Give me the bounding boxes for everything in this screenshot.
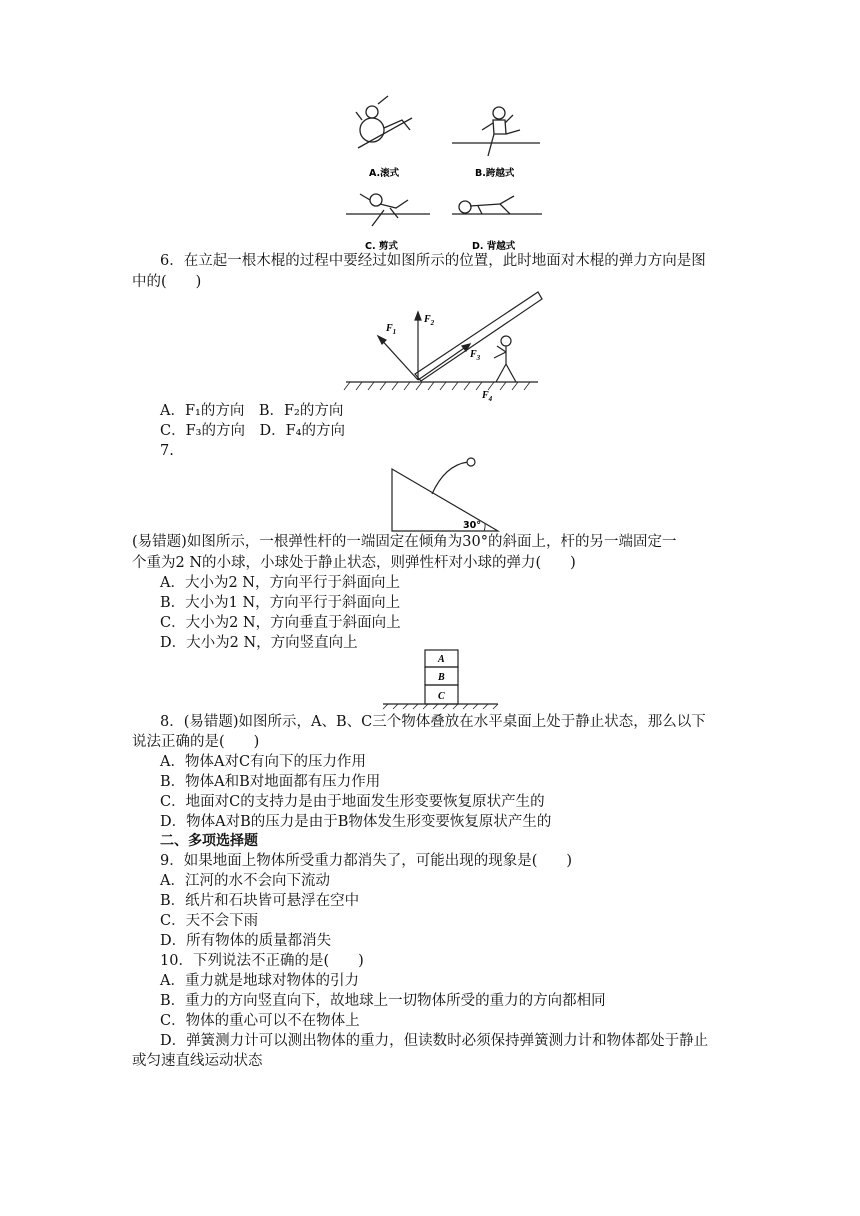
high-jump-label-d: D. 背越式: [472, 241, 516, 252]
q10-option-d-cont: 或匀速直线运动状态: [132, 1053, 263, 1069]
q7-option-d: D．大小为2 N，方向竖直向上: [160, 635, 358, 651]
q8-option-c: C．地面对C的支持力是由于地面发生形变要恢复原状产生的: [160, 794, 545, 810]
q9-option-a: A．江河的水不会向下流动: [160, 873, 330, 889]
q7-option-a: A．大小为2 N，方向平行于斜面向上: [160, 575, 400, 591]
high-jump-label-c: C. 剪式: [365, 241, 398, 252]
q10-stem: 10．下列说法不正确的是( ): [160, 953, 364, 969]
q6-stem-line1: 6．在立起一根木棍的过程中要经过如图所示的位置，此时地面对木棍的弹力方向是图: [160, 253, 706, 269]
q8-stem-line2: 说法正确的是( ): [132, 734, 260, 750]
q10-option-a: A．重力就是地球对物体的引力: [160, 973, 359, 989]
q8-option-d: D．物体A对B的压力是由于B物体发生形变要恢复原状产生的: [160, 814, 552, 830]
label-f3: $F_3$: [470, 349, 481, 362]
q9-option-c: C．天不会下雨: [160, 913, 259, 929]
q7-stem-line2: 个重为2 N的小球，小球处于静止状态，则弹性杆对小球的弹力( ): [132, 555, 576, 571]
block-c-label: C: [438, 691, 445, 702]
high-jump-label-b: B.跨越式: [475, 168, 515, 179]
q7-stem-line1: (易错题)如图所示，一根弹性杆的一端固定在倾角为30°的斜面上，杆的另一端固定一: [132, 534, 677, 550]
q10-option-d: D．弹簧测力计可以测出物体的重力，但读数时必须保持弹簧测力计和物体都处于静止: [160, 1033, 709, 1049]
angle-label: 30°: [463, 520, 481, 531]
label-f2: $F_2$: [424, 314, 435, 327]
q10-option-b: B．重力的方向竖直向下，故地球上一切物体所受的重力的方向都相同: [160, 993, 606, 1009]
block-b-label: B: [438, 672, 445, 683]
q6-option-ab: A．F₁的方向 B．F₂的方向: [160, 403, 344, 419]
high-jump-label-a: A.滚式: [369, 168, 400, 179]
q9-option-d: D．所有物体的质量都消失: [160, 933, 332, 949]
q10-option-c: C．物体的重心可以不在物体上: [160, 1013, 360, 1029]
q6-option-cd: C．F₃的方向 D．F₄的方向: [160, 423, 345, 439]
q7-option-b: B．大小为1 N，方向平行于斜面向上: [160, 595, 401, 611]
q8-option-b: B．物体A和B对地面都有压力作用: [160, 774, 381, 790]
q7-option-c: C．大小为2 N，方向垂直于斜面向上: [160, 615, 401, 631]
q8-option-a: A．物体A对C有向下的压力作用: [160, 754, 367, 770]
q6-stem-line2: 中的( ): [132, 274, 202, 290]
q9-stem: 9．如果地面上物体所受重力都消失了，可能出现的现象是( ): [160, 853, 573, 869]
q8-stem-line1: 8．(易错题)如图所示，A、B、C三个物体叠放在水平桌面上处于静止状态，那么以下: [160, 714, 706, 730]
label-f4: $F_4$: [482, 390, 493, 403]
q9-option-b: B．纸片和石块皆可悬浮在空中: [160, 893, 360, 909]
q7-number: 7.: [160, 443, 174, 459]
label-f1: $F_1$: [386, 323, 397, 336]
block-a-label: A: [438, 654, 445, 665]
section-heading: 二、多项选择题: [160, 833, 258, 849]
